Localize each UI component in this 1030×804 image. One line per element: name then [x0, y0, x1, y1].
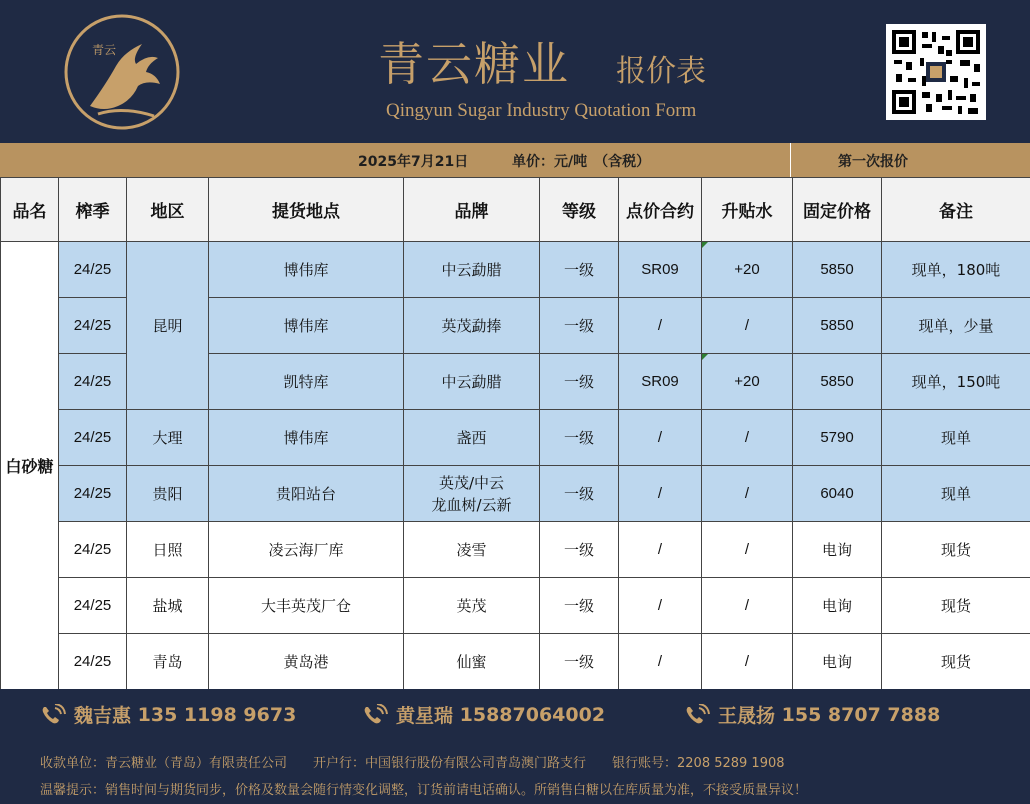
price-cell: 5850 — [793, 354, 882, 410]
basis-cell: / — [702, 410, 793, 466]
contract-cell: / — [619, 466, 702, 522]
column-header: 地区 — [127, 178, 209, 242]
season-cell: 24/25 — [59, 466, 127, 522]
basis-cell: / — [702, 298, 793, 354]
location-cell: 黄岛港 — [209, 634, 404, 690]
logo-text: 青云 — [92, 43, 117, 57]
basis-cell: / — [702, 578, 793, 634]
grade-cell: 一级 — [540, 522, 619, 578]
contract-cell: / — [619, 410, 702, 466]
column-header: 提货地点 — [209, 178, 404, 242]
season-cell: 24/25 — [59, 354, 127, 410]
divider — [790, 143, 791, 177]
grade-cell: 一级 — [540, 410, 619, 466]
brand-cell — [404, 466, 540, 522]
column-header: 点价合约 — [619, 178, 702, 242]
location-cell: 凯特库 — [209, 354, 404, 410]
page-subtitle: 报价表 — [616, 54, 706, 89]
basis-cell: / — [702, 466, 793, 522]
phone-icon — [40, 704, 66, 726]
season-cell: 24/25 — [59, 242, 127, 298]
price-unit: 单价：元/吨 （含税） — [512, 154, 651, 170]
price-cell: 电询 — [793, 522, 882, 578]
note-cell: 现单 — [882, 410, 1030, 466]
table-row — [1, 634, 1030, 690]
column-header: 备注 — [882, 178, 1030, 242]
product-name: 白砂糖 — [1, 242, 59, 690]
contact-name: 魏吉惠 — [74, 705, 132, 727]
grade-cell: 一级 — [540, 634, 619, 690]
contract-cell: / — [619, 522, 702, 578]
qr-code-icon — [886, 24, 986, 120]
grade-cell: 一级 — [540, 354, 619, 410]
location-cell: 大丰英茂厂仓 — [209, 578, 404, 634]
brand-cell: 中云勐腊 — [404, 242, 540, 298]
column-header: 固定价格 — [793, 178, 882, 242]
page-title: 青云糖业 — [378, 37, 570, 91]
footer — [0, 689, 1030, 804]
region-cell: 昆明 — [127, 242, 209, 410]
quotation-table — [0, 177, 1030, 689]
note-cell: 现单，少量 — [882, 298, 1030, 354]
note-cell: 现单 — [882, 466, 1030, 522]
location-cell: 博伟库 — [209, 242, 404, 298]
quote-round: 第一次报价 — [838, 154, 908, 170]
season-cell: 24/25 — [59, 298, 127, 354]
contact-name: 黄星瑞 — [396, 705, 454, 727]
region-cell: 青岛 — [127, 634, 209, 690]
contact-1[interactable] — [40, 701, 296, 728]
quote-date: 2025年7月21日 — [358, 154, 469, 170]
region-cell: 贵阳 — [127, 466, 209, 522]
notice: 温馨提示：销售时间与期货同步，价格及数量会随行情变化调整，订货前请电话确认。所销售白糖以在库质量为准，不接受质量异议！ — [40, 783, 808, 798]
contract-cell: SR09 — [619, 242, 702, 298]
region-cell: 日照 — [127, 522, 209, 578]
region-cell: 大理 — [127, 410, 209, 466]
brand-cell: 盏西 — [404, 410, 540, 466]
contract-cell: SR09 — [619, 354, 702, 410]
phone-icon — [684, 704, 710, 726]
basis-cell: +20 — [702, 354, 793, 410]
column-header: 升贴水 — [702, 178, 793, 242]
note-cell: 现单，180吨 — [882, 242, 1030, 298]
location-cell: 贵阳站台 — [209, 466, 404, 522]
price-cell: 电询 — [793, 634, 882, 690]
bank-info: 收款单位：青云糖业（青岛）有限责任公司 开户行：中国银行股份有限公司青岛澳门路支行 银行账号：2208 5289 1908 — [40, 756, 785, 771]
price-cell: 6040 — [793, 466, 882, 522]
basis-cell: +20 — [702, 242, 793, 298]
grade-cell: 一级 — [540, 242, 619, 298]
table-row — [1, 242, 1030, 298]
price-cell: 5850 — [793, 242, 882, 298]
column-header: 等级 — [540, 178, 619, 242]
contact-phone: 15887064002 — [459, 703, 606, 726]
brand-cell: 中云勐腊 — [404, 354, 540, 410]
price-cell: 电询 — [793, 578, 882, 634]
contact-phone: 155 8707 7888 — [781, 703, 941, 726]
brand-cell: 仙蜜 — [404, 634, 540, 690]
season-cell: 24/25 — [59, 634, 127, 690]
table-row — [1, 578, 1030, 634]
note-cell: 现货 — [882, 634, 1030, 690]
grade-cell: 一级 — [540, 298, 619, 354]
brand-cell: 英茂 — [404, 578, 540, 634]
contract-cell: / — [619, 634, 702, 690]
contact-phone: 135 1198 9673 — [137, 703, 297, 726]
note-cell: 现货 — [882, 522, 1030, 578]
location-cell: 博伟库 — [209, 298, 404, 354]
note-cell: 现货 — [882, 578, 1030, 634]
season-cell: 24/25 — [59, 410, 127, 466]
column-header: 榨季 — [59, 178, 127, 242]
column-header: 品名 — [1, 178, 59, 242]
price-cell: 5850 — [793, 298, 882, 354]
grade-cell: 一级 — [540, 466, 619, 522]
basis-cell: / — [702, 634, 793, 690]
contract-cell: / — [619, 578, 702, 634]
brand-line: 英茂/中云 — [438, 473, 505, 492]
note-cell: 现单，150吨 — [882, 354, 1030, 410]
table-row — [1, 522, 1030, 578]
brand-cell: 凌雪 — [404, 522, 540, 578]
company-logo — [62, 14, 182, 130]
column-header: 品牌 — [404, 178, 540, 242]
location-cell: 博伟库 — [209, 410, 404, 466]
contact-2[interactable] — [362, 701, 605, 728]
season-cell: 24/25 — [59, 522, 127, 578]
contact-3[interactable] — [684, 701, 940, 728]
table-row — [1, 466, 1030, 522]
brand-cell: 英茂勐捧 — [404, 298, 540, 354]
region-cell: 盐城 — [127, 578, 209, 634]
phone-icon — [362, 704, 388, 726]
contact-name: 王晟扬 — [718, 705, 776, 727]
brand-line: 龙血树/云新 — [431, 495, 512, 514]
contract-cell: / — [619, 298, 702, 354]
table-row — [1, 410, 1030, 466]
info-bar — [0, 143, 1030, 177]
english-title: Qingyun Sugar Industry Quotation Form — [386, 100, 697, 121]
season-cell: 24/25 — [59, 578, 127, 634]
table-header-row — [1, 178, 1030, 242]
grade-cell: 一级 — [540, 578, 619, 634]
price-cell: 5790 — [793, 410, 882, 466]
header — [0, 0, 1030, 143]
location-cell: 凌云海厂库 — [209, 522, 404, 578]
basis-cell: / — [702, 522, 793, 578]
